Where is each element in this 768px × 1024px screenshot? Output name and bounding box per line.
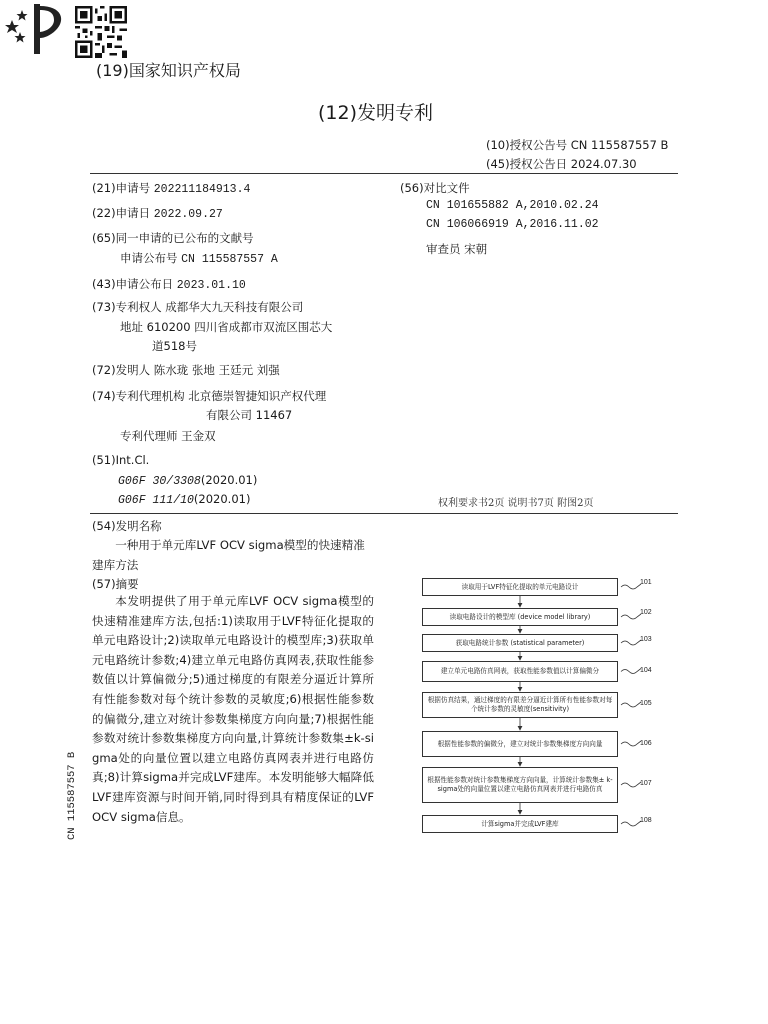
- patentee-label: (73)专利权人: [92, 300, 162, 314]
- prior-publication-label: (65)同一申请的已公布的文献号: [92, 231, 254, 245]
- publication-date-row: [92, 276, 246, 292]
- flow-label-102: 102: [640, 609, 652, 616]
- publication-date: 2023.01.10: [176, 279, 246, 292]
- agency-row: [92, 388, 326, 404]
- flow-label-leader: [621, 614, 641, 619]
- inventors-row: [92, 362, 280, 378]
- intcl-row-1: [118, 473, 257, 488]
- citations-block: [400, 180, 599, 260]
- citation-item: CN 106066919 A,2016.11.02: [426, 218, 599, 231]
- address-label: 地址: [120, 320, 143, 334]
- intcl-label: (51)Int.Cl.: [92, 453, 150, 467]
- flow-step-104: 建立单元电路仿真网表，获取性能参数值以计算偏微分: [422, 661, 618, 682]
- agent-label: 专利代理师: [120, 429, 178, 443]
- application-number: 202211184913.4: [153, 183, 251, 196]
- address-row: [120, 319, 332, 335]
- prior-publication-row: [120, 250, 278, 266]
- prior-publication-sublabel: 申请公布号: [120, 251, 178, 265]
- flow-label-leader: [621, 669, 641, 674]
- header-divider: [90, 173, 678, 174]
- document-type: (12)发明专利: [318, 102, 434, 124]
- flow-label-leader: [621, 782, 641, 787]
- examiner-row: [400, 241, 599, 260]
- intcl-date-2: (2020.01): [193, 492, 251, 506]
- publication-date-label: (43)申请公布日: [92, 277, 174, 291]
- flow-label-101: 101: [640, 579, 652, 586]
- flow-label-106: 106: [640, 740, 652, 747]
- citation-item: CN 101655882 A,2010.02.24: [426, 199, 599, 212]
- patentee-row: [92, 299, 303, 315]
- flow-step-108: 计算sigma并完成LVF建库: [422, 815, 618, 833]
- flow-step-102: 读取电路设计的模型库 (device model library): [422, 608, 618, 626]
- flow-step-101: 读取用于LVF特征化提取的单元电路设计: [422, 578, 618, 596]
- issuing-office: (19)国家知识产权局: [96, 61, 241, 80]
- application-number-label: (21)申请号: [92, 181, 151, 195]
- flow-label-leader: [621, 702, 641, 707]
- application-date-label: (22)申请日: [92, 206, 151, 220]
- flow-label-leader: [621, 640, 641, 645]
- invention-title: 一种用于单元库LVF OCV sigma模型的快速精准建库方法: [92, 538, 365, 572]
- inventors: 陈水珑 张地 王廷元 刘强: [153, 363, 280, 377]
- examiner: 宋朝: [464, 242, 488, 256]
- grant-publication-number: (10)授权公告号 CN 115587557 B: [486, 138, 669, 152]
- agency-line-2: 有限公司 11467: [206, 408, 293, 422]
- agent: 王金双: [181, 429, 216, 443]
- flow-label-107: 107: [640, 780, 652, 787]
- address-line-1: 610200 四川省成都市双流区围芯大: [146, 320, 333, 334]
- application-date: 2022.09.27: [153, 208, 223, 221]
- flow-step-103: 获取电路统计参数 (statistical parameter): [422, 634, 618, 652]
- abstract-text: 本发明提供了用于单元库LVF OCV sigma模型的快速精准建库方法,包括:1)读取用于LVF特征化提取的单元电路设计;2)读取单元电路设计的模型库;3)获取单元电路统计参数;4)建立单元电路仿真网表,获取性能参数值以计算偏微分;5)通过梯度的有限差分逼近计算所有性能参数对每个统计参数的灵敏度;6)根据性能参数的偏微分,建立对统计参数集梯度方向向量;7)根据性能参数对统计参数集梯度方向向量,计算统计参数集±k-sigma处的向量位置以建立电路仿真网表并进行电路仿真;8)计算sigma并完成LVF建库。本发明能够大幅降低LVF建库资源与时间开销,同时得到具有精度保证的LVF OCV sigma信息。: [92, 594, 374, 824]
- agency-line-1: 北京德崇智捷知识产权代理: [188, 389, 327, 403]
- flow-label-leader: [621, 584, 641, 589]
- flow-step-105: 根据仿真结果，通过梯度的有限差分逼近计算所有性能参数对每个统计参数的灵敏度(sensitivity): [422, 692, 618, 718]
- flow-label-leader: [621, 741, 641, 746]
- intcl-date-1: (2020.01): [200, 473, 258, 487]
- section-divider: [90, 513, 678, 514]
- inventors-label: (72)发明人: [92, 363, 151, 377]
- qr-code: [75, 6, 127, 58]
- flow-label-104: 104: [640, 667, 652, 674]
- flow-label-103: 103: [640, 636, 652, 643]
- application-number-row: [92, 180, 250, 196]
- citations-label: (56)对比文件: [400, 181, 470, 195]
- examiner-label: 审查员: [426, 242, 461, 256]
- patentee: 成都华大九天科技有限公司: [165, 300, 304, 314]
- flow-label-leader: [621, 821, 641, 826]
- flow-step-107: 根据性能参数对统计参数集梯度方向向量，计算统计参数集± k-sigma处的向量位置以建立电路仿真网表并进行电路仿真: [422, 767, 618, 803]
- cnipa-logo: [0, 0, 70, 58]
- agent-row: [120, 428, 216, 444]
- side-publication-number: CN 115587557 B: [66, 751, 78, 840]
- address-line-2: 道518号: [152, 339, 197, 353]
- application-date-row: [92, 205, 223, 221]
- intcl-row-2: [118, 492, 250, 507]
- prior-publication-number: CN 115587557 A: [181, 253, 278, 266]
- agency-label: (74)专利代理机构: [92, 389, 185, 403]
- flow-step-106: 根据性能参数的偏微分，建立对统计参数集梯度方向向量: [422, 731, 618, 757]
- grant-publication-date: (45)授权公告日 2024.07.30: [486, 157, 637, 171]
- title-label: (54)发明名称: [92, 519, 162, 533]
- flow-label-105: 105: [640, 700, 652, 707]
- page-counts: 权利要求书2页 说明书7页 附图2页: [438, 498, 594, 509]
- intcl-code-2: G06F 111/10: [118, 494, 194, 507]
- flow-label-108: 108: [640, 817, 652, 824]
- abstract-label: (57)摘要: [92, 577, 139, 591]
- intcl-code-1: G06F 30/3308: [118, 475, 201, 488]
